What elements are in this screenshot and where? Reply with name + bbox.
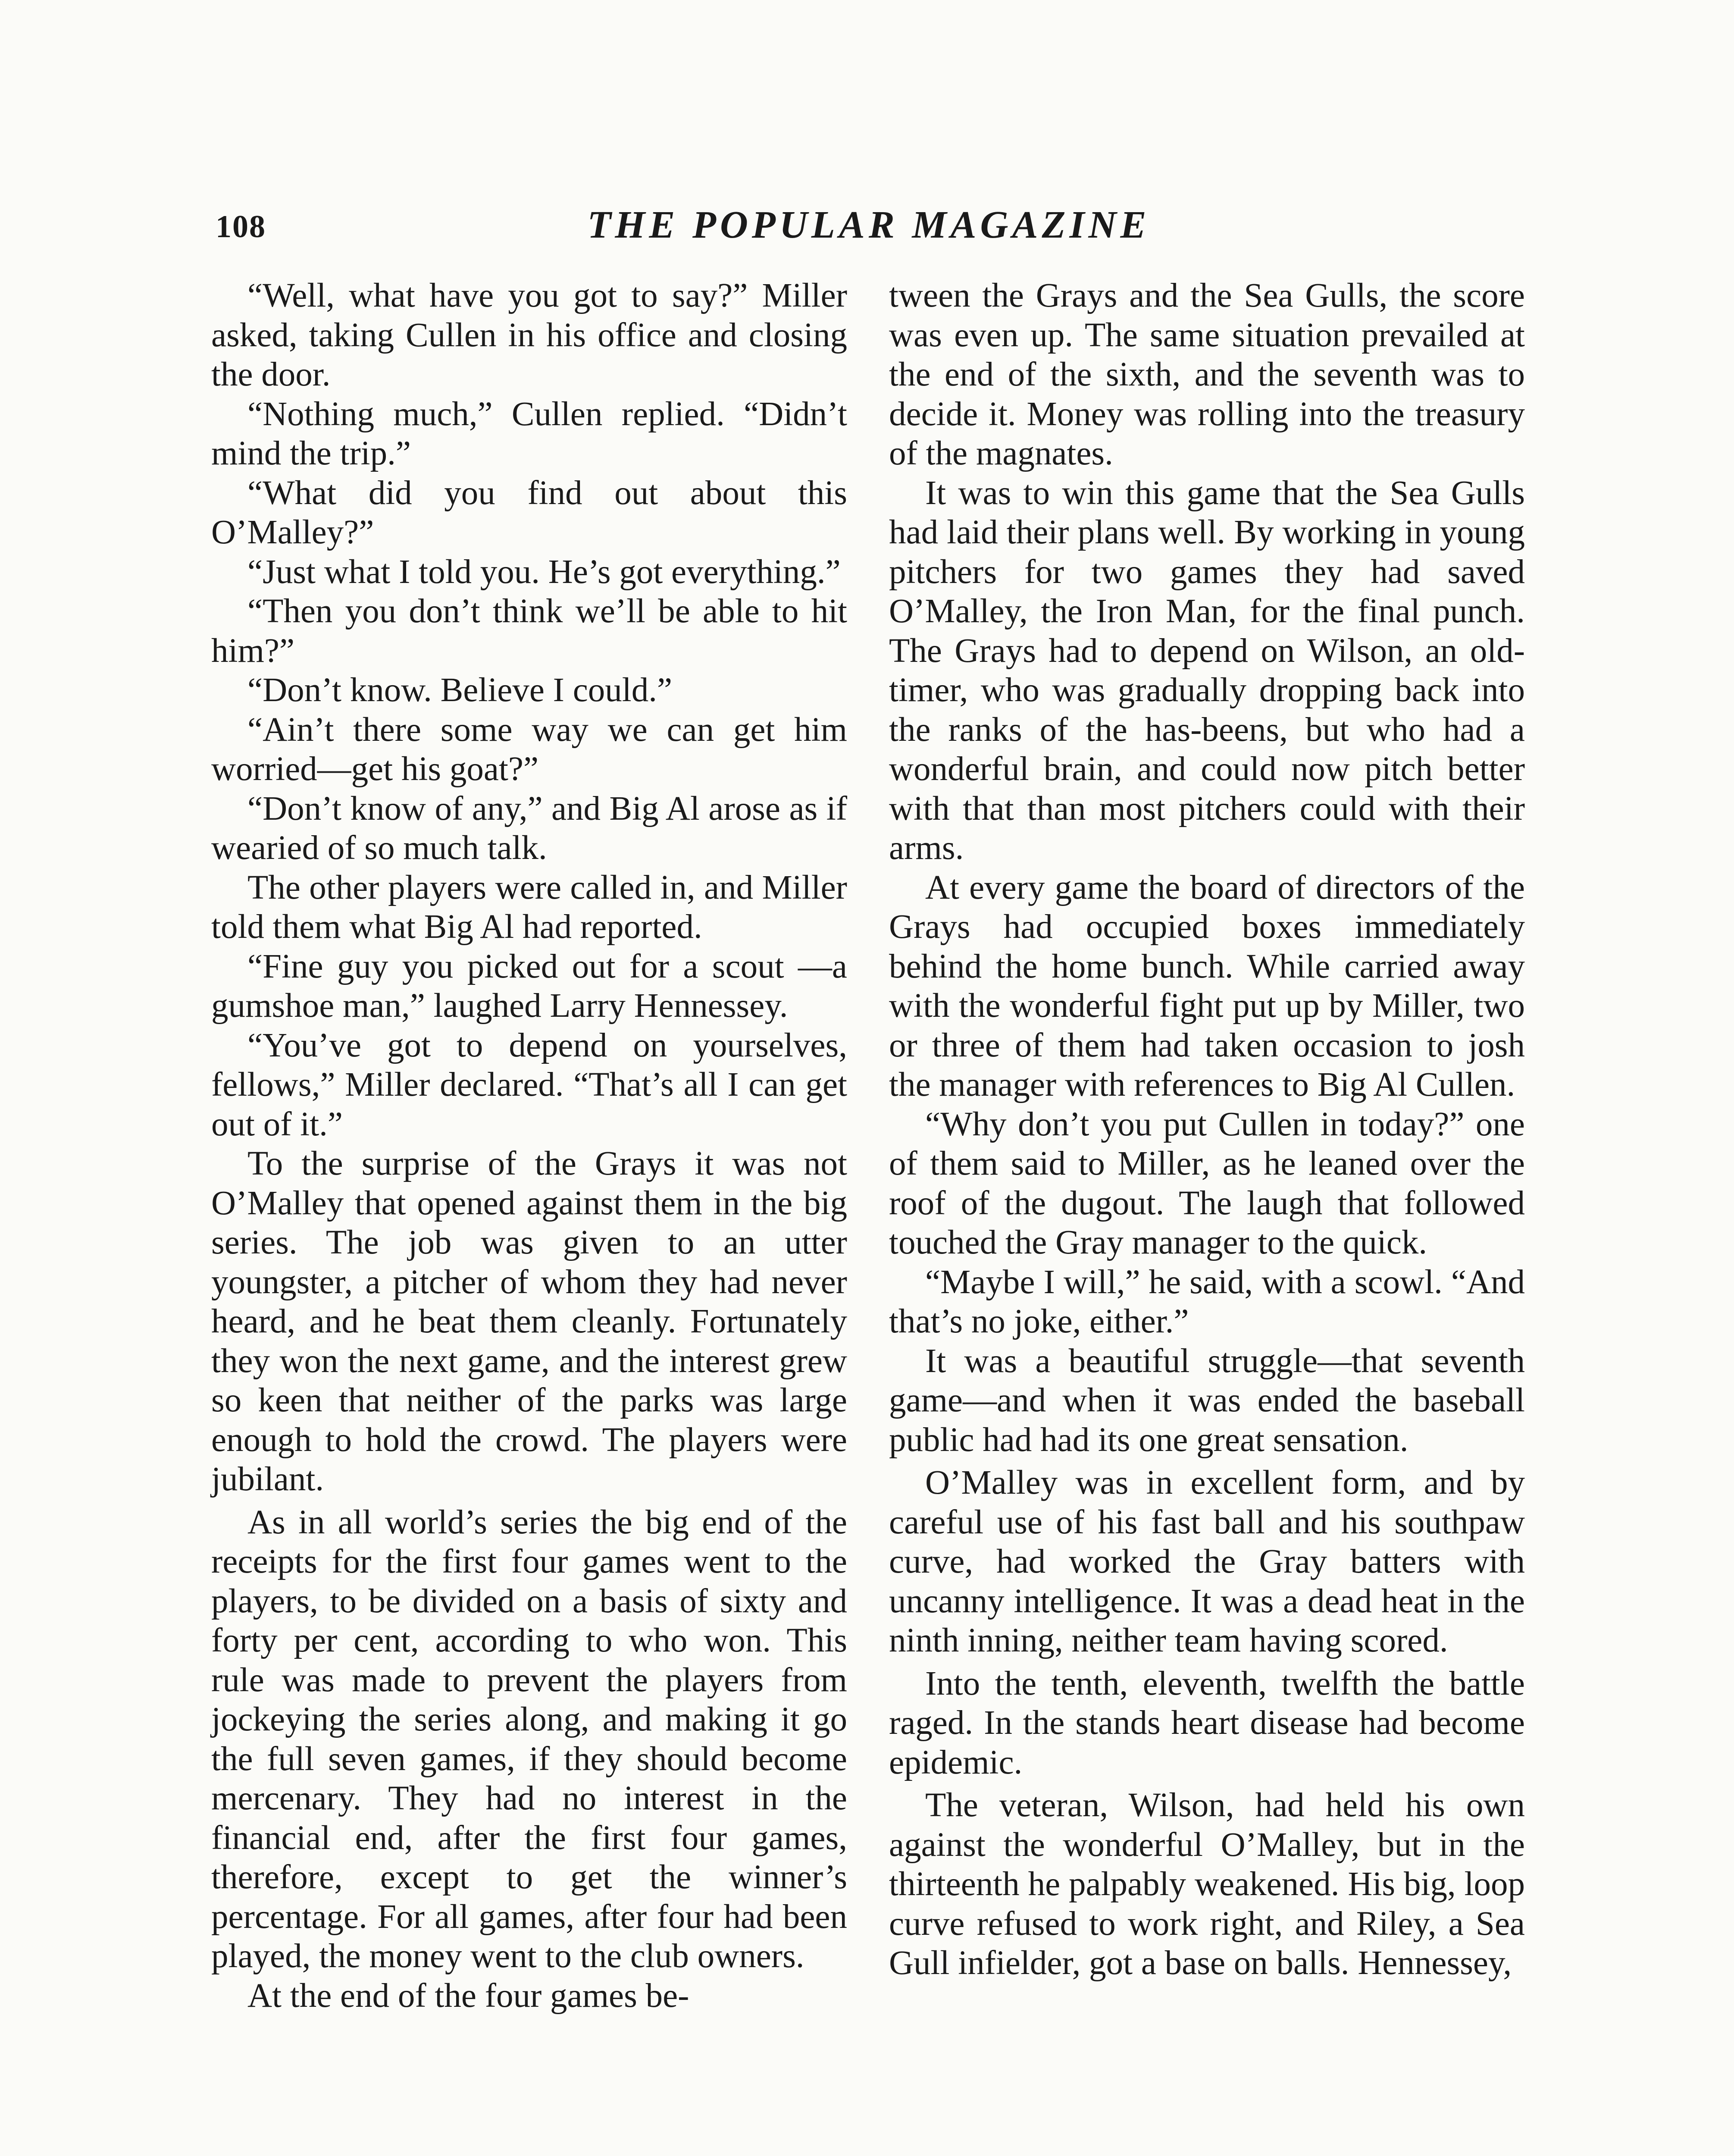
paragraph: “Ain’t there some way we can get him worried—get his goat?” — [211, 711, 847, 788]
paragraph: “You’ve got to depend on yourselves, fellows,” Miller declared. “That’s all I can get out of it.” — [211, 1026, 847, 1143]
paragraph: To the surprise of the Grays it was not O’Malley that opened against them in the big series. The job was given to an utter youngster, a pitcher of whom they had never heard, and he beat them cleanly. Fortunately they won the next game, and the interest grew so keen that neither of the parks was large enough to hold the crowd. The players were jubilant. — [211, 1145, 847, 1498]
paragraph: Into the tenth, eleventh, twelfth the battle raged. In the stands heart disease had become epidemic. — [889, 1664, 1525, 1781]
paragraph: It was to win this game that the Sea Gulls had laid their plans well. By working in young pitchers for two games they had saved O’Malley, the Iron Man, for the final punch. The Grays had to depend on Wilson, an old-timer, who was gradually dropping back into the ranks of the has-beens, but who had a wonderful brain, and could now pitch better with that than most pitchers could with their arms. — [889, 474, 1525, 867]
left-column — [211, 276, 847, 2015]
page-number: 108 — [216, 209, 266, 244]
running-title: THE POPULAR MAGAZINE — [587, 204, 1150, 246]
paragraph: tween the Grays and the Sea Gulls, the score was even up. The same situation prevailed at the end of the sixth, and the seventh was to decide it. Money was rolling into the treasury of the magnates. — [889, 277, 1525, 472]
paragraph: At every game the board of directors of the Grays had occupied boxes immediately behind the home bunch. While carried away with the wonderful fight put up by Miller, two or three of them had taken occasion to josh the manager with references to Big Al Cullen. — [889, 868, 1525, 1103]
paragraph: “Well, what have you got to say?” Miller asked, taking Cullen in his office and closing the door. — [211, 277, 847, 393]
paragraph: It was a beautiful struggle—that seventh game—and when it was ended the baseball public had had its one great sensation. — [889, 1342, 1525, 1459]
paragraph: At the end of the four games be- — [247, 1977, 689, 2015]
paragraph: The veteran, Wilson, had held his own against the wonderful O’Malley, but in the thirteenth he palpably weakened. His big, loop curve refused to work right, and Riley, a Sea Gull infielder, got a base on balls. Hennessey, — [889, 1786, 1525, 1982]
paragraph: “Why don’t you put Cullen in today?” one of them said to Miller, as he leaned over the roof of the dugout. The laugh that followed touched the Gray manager to the quick. — [889, 1105, 1525, 1261]
paragraph: “What did you find out about this O’Malley?” — [211, 474, 847, 551]
paragraph: “Don’t know of any,” and Big Al arose as if wearied of so much talk. — [211, 790, 847, 867]
paragraph: The other players were called in, and Miller told them what Big Al had reported. — [211, 868, 847, 946]
paragraph: “Nothing much,” Cullen replied. “Didn’t mind the trip.” — [211, 395, 847, 472]
right-column — [889, 276, 1525, 1983]
paragraph: O’Malley was in excellent form, and by careful use of his fast ball and his southpaw curve, had worked the Gray batters with uncanny intelligence. It was a dead heat in the ninth inning, neither team having scored. — [889, 1464, 1525, 1659]
page-header — [211, 203, 1526, 250]
paragraph: “Maybe I will,” he said, with a scowl. “And that’s no joke, either.” — [889, 1263, 1525, 1340]
paragraph: As in all world’s series the big end of the receipts for the first four games went to the players, to be divided on a basis of sixty and forty per cent, according to who won. This rule was made to prevent the players from jockeying the series along, and making it go the full seven games, if they should become mercenary. They had no interest in the financial end, after the first four games, therefore, except to get the winner’s percentage. For all games, after four had been played, the money went to the club owners. — [211, 1503, 847, 1975]
paragraph: “Then you don’t think we’ll be able to hit him?” — [211, 592, 847, 670]
paragraph: “Just what I told you. He’s got everything.” — [247, 553, 841, 591]
paragraph: “Don’t know. Believe I could.” — [247, 671, 673, 709]
paragraph: “Fine guy you picked out for a scout —a gumshoe man,” laughed Larry Hennessey. — [211, 947, 847, 1025]
